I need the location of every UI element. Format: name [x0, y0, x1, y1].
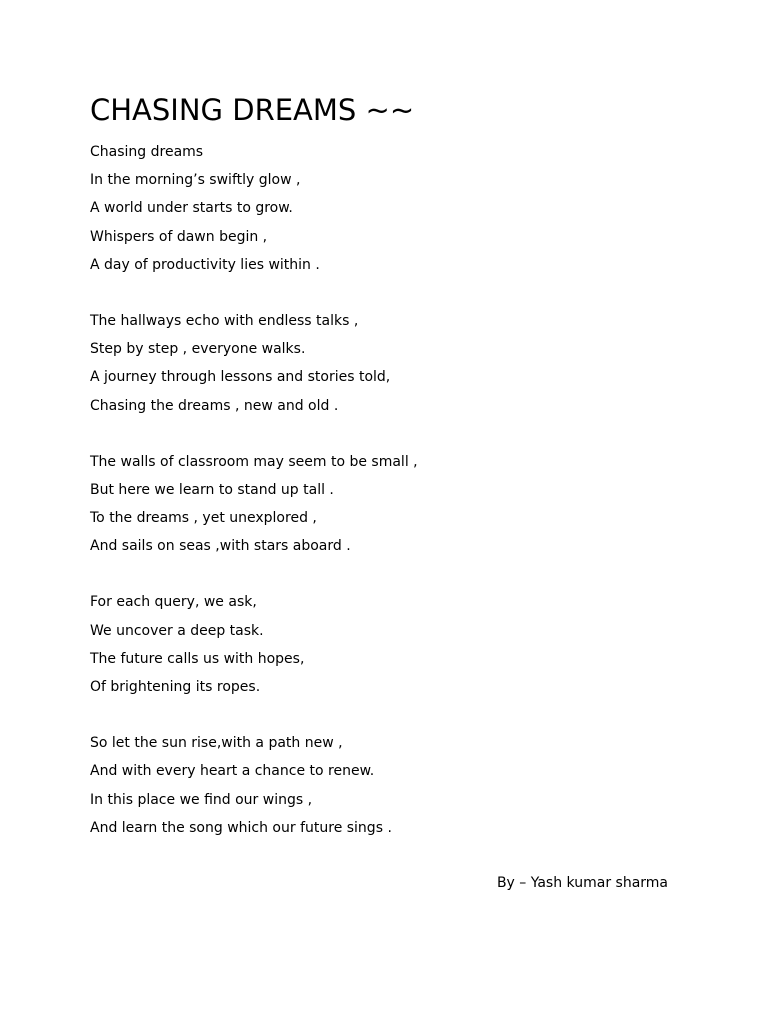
poem-line: We uncover a deep task. — [90, 622, 264, 639]
stanza-4 — [90, 588, 690, 701]
poem-line: Of brightening its ropes. — [90, 679, 261, 695]
stanza-5 — [90, 729, 690, 842]
poem-line: Chasing dreams — [90, 144, 204, 160]
poem-line: For each query, we ask, — [90, 594, 257, 611]
poem-line: A journey through lessons and stories told, — [90, 369, 391, 386]
poem-line: In the morning’s swiftly glow , — [90, 172, 301, 189]
stanza-1 — [90, 138, 690, 279]
poem-line: In this place we find our wings , — [90, 791, 313, 808]
poem-line: And sails on seas ,with stars aboard . — [90, 538, 351, 555]
poem-body — [90, 138, 690, 870]
poem-line: A day of productivity lies within . — [90, 256, 320, 273]
poem-title: CHASING DREAMS ~~ — [90, 93, 415, 127]
stanza-3 — [90, 448, 690, 561]
poem-line: The hallways echo with endless talks , — [90, 312, 359, 329]
poem-line: A world under starts to grow. — [90, 200, 293, 217]
poem-line: Whispers of dawn begin , — [90, 228, 268, 245]
poem-line: And learn the song which our future sings . — [90, 819, 392, 836]
poem-line: To the dreams , yet unexplored , — [90, 510, 317, 527]
poem-line: Step by step , everyone walks. — [90, 341, 306, 358]
poem-line: And with every heart a chance to renew. — [90, 763, 375, 780]
poem-line: So let the sun rise,with a path new , — [90, 735, 343, 752]
poem-line: The walls of classroom may seem to be small , — [90, 453, 418, 470]
poem-line: The future calls us with hopes, — [90, 650, 305, 667]
poem-line: But here we learn to stand up tall . — [90, 481, 334, 498]
author-credit: By – Yash kumar sharma — [496, 875, 668, 891]
stanza-2 — [90, 307, 690, 420]
poem-line: Chasing the dreams , new and old . — [90, 397, 339, 414]
